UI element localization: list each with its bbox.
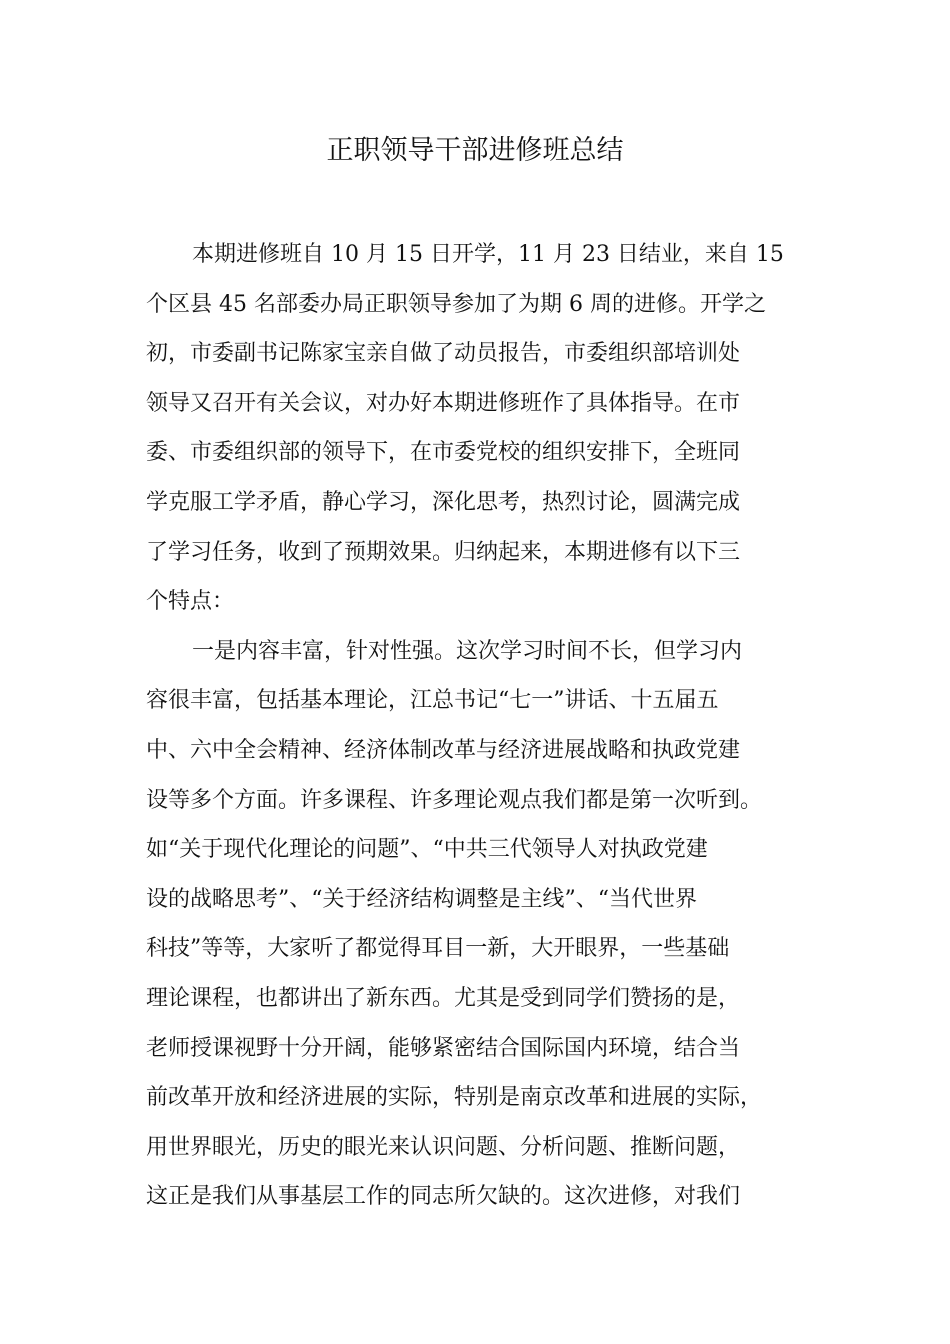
- text-line: 科技”等等，大家听了都觉得耳目一新，大开眼界，一些基础: [146, 936, 730, 962]
- text-line: 设的战略思考”、“关于经济结构调整是主线”、“当代世界: [146, 886, 697, 912]
- text-line: 委、市委组织部的领导下，在市委党校的组织安排下，全班同: [146, 440, 741, 466]
- text-line: 个特点：: [146, 589, 235, 615]
- text-line: 理论课程，也都讲出了新东西。尤其是受到同学们赞扬的是，: [146, 985, 741, 1011]
- text-line: 这正是我们从事基层工作的同志所欠缺的。这次进修，对我们: [146, 1184, 741, 1210]
- text-line: 本期进修班自 10 月 15 日开学，11 月 23 日结业，来自 15: [192, 242, 784, 267]
- text-line: 学克服工学矛盾，静心学习，深化思考，热烈讨论，圆满完成: [146, 489, 741, 515]
- text-line: 领导又召开有关会议，对办好本期进修班作了具体指导。在市: [146, 390, 741, 416]
- paragraph: [146, 627, 812, 1222]
- text-line: 中、六中全会精神、经济体制改革与经济进展战略和执政党建: [146, 737, 741, 763]
- document-title: 正职领导干部进修班总结: [326, 135, 624, 166]
- document-body: [146, 230, 812, 1222]
- text-line: 前改革开放和经济进展的实际，特别是南京改革和进展的实际，: [146, 1085, 763, 1111]
- paragraph: [146, 230, 812, 627]
- text-line: 个区县 45 名部委办局正职领导参加了为期 6 周的进修。开学之: [146, 291, 766, 317]
- text-line: 设等多个方面。许多课程、许多理论观点我们都是第一次听到。: [146, 787, 763, 813]
- text-line: 如“关于现代化理论的问题”、“中共三代领导人对执政党建: [146, 837, 708, 863]
- text-line: 老师授课视野十分开阔，能够紧密结合国际国内环境，结合当: [146, 1035, 741, 1061]
- text-line: 用世界眼光，历史的眼光来认识问题、分析问题、推断问题，: [146, 1134, 741, 1160]
- text-line: 一是内容丰富，针对性强。这次学习时间不长，但学习内: [192, 638, 743, 664]
- text-line: 了学习任务，收到了预期效果。归纳起来，本期进修有以下三: [146, 539, 741, 565]
- text-line: 初，市委副书记陈家宝亲自做了动员报告，市委组织部培训处: [146, 341, 741, 367]
- text-line: 容很丰富，包括基本理论，江总书记“七一”讲话、十五届五: [146, 688, 719, 714]
